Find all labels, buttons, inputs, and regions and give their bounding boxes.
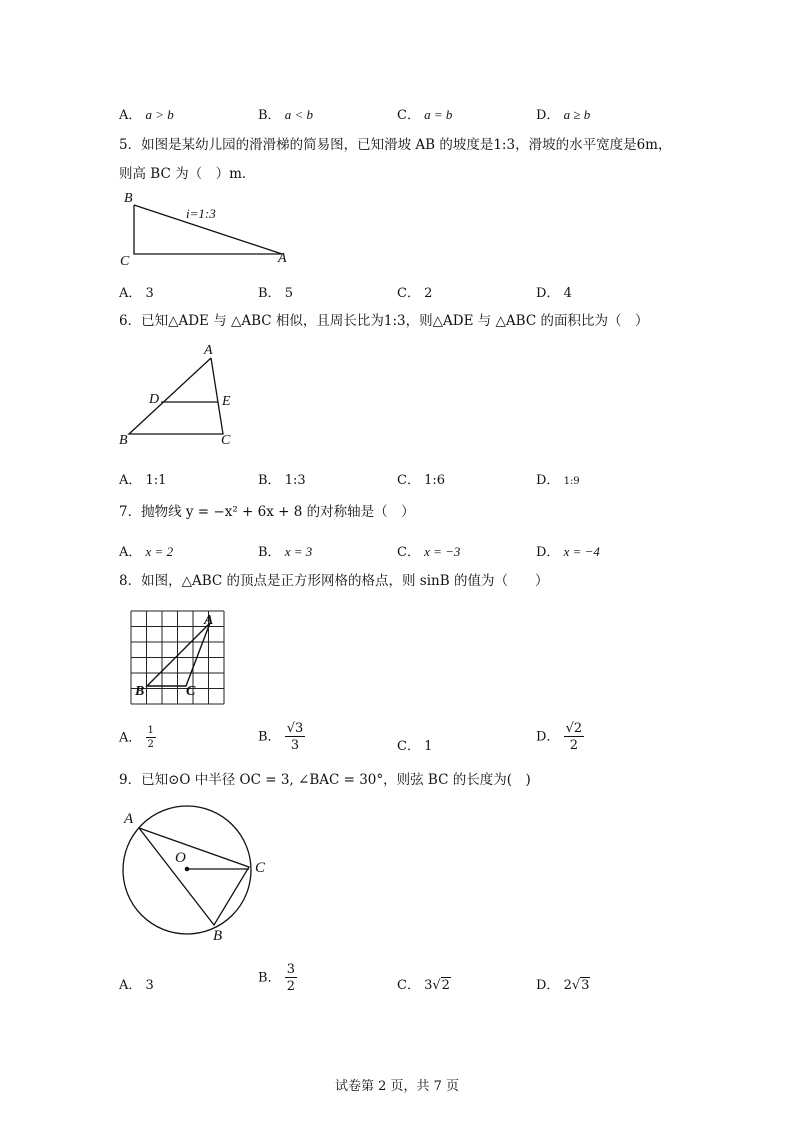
option-fraction [285,963,297,993]
option-letter: B． [258,108,281,123]
option-letter: B． [258,473,281,488]
q9-stem: 9．已知⊙O 中半径 OC = 3, ∠BAC = 30°，则弦 BC 的长度为( ) [119,772,531,788]
fraction-denominator: 2 [569,738,578,753]
q9-center-dot [185,867,190,872]
option-letter: B． [258,970,281,986]
option-letter: A． [119,978,142,993]
option-text: 4 [563,286,572,301]
option-letter: D． [536,978,560,993]
fraction-denominator: 2 [286,979,295,994]
q5-label-b: B [124,191,133,206]
option-text: x = −3 [424,544,461,559]
fraction-denominator: 2 [147,739,154,750]
option-letter: A． [119,730,142,746]
option-text: x = 2 [145,544,174,559]
option-text: 1:3 [284,473,306,488]
option-text: x = 3 [284,544,313,559]
q5-label-a: A [278,251,287,266]
option-text: x = −4 [563,544,600,559]
option-letter: D． [536,729,560,745]
q8-label-b: B [135,684,145,699]
q8-label-a: A [204,613,214,628]
fraction-numerator: 3 [286,962,295,977]
radicand: 3 [581,978,590,993]
option-text: 1:9 [563,476,580,487]
option-text: 1:6 [424,473,446,488]
radical-coefficient: 2 [563,978,572,993]
q7-stem: 7．抛物线 y = −x² + 6x + 8 的对称轴是（ ） [119,504,415,520]
q9-label-b: B [213,928,223,944]
radical-coefficient: 3 [424,978,433,993]
option-text: 1 [424,739,433,754]
option-text: a > b [145,107,174,122]
option-letter: D． [536,108,560,123]
sqrt-sign: √ [432,978,441,993]
option-text: 3 [145,286,154,301]
q6-label-e: E [222,394,231,409]
option-letter: C． [397,739,420,754]
q6-stem: 6．已知△ADE 与 △ABC 相似，且周长比为1:3，则△ADE 与 △ABC 的面积比为（ ） [119,313,649,329]
q9-option-c[interactable] [397,974,451,993]
q9-option-b[interactable] [258,963,297,993]
q9-label-c: C [255,860,266,876]
q6-label-d: D [149,392,160,407]
fraction-numerator: √2 [565,721,583,736]
option-text: 1:1 [145,473,167,488]
q5-label-c: C [120,254,130,269]
fraction-numerator: 1 [147,725,154,736]
q5-slope-label: i=1:3 [186,206,216,221]
option-letter: C． [397,978,420,993]
option-letter: B． [258,286,281,301]
option-letter: D． [536,286,560,301]
option-letter: C． [397,473,420,488]
q6-label-a: A [204,343,213,358]
q6-label-c: C [221,433,231,448]
option-letter: A． [119,545,142,560]
option-letter: C． [397,108,420,123]
q9-label-a: A [124,811,134,827]
radicand: 2 [441,978,450,993]
q6-label-b: B [119,433,128,448]
fraction-denominator: 3 [290,738,300,753]
option-letter: B． [258,729,281,745]
option-text: 3 [145,978,154,993]
option-letter: C． [397,545,420,560]
option-text: a < b [284,107,313,122]
q9-triangle-abc [139,828,249,925]
option-text: 5 [284,286,293,301]
q5-stem-line1: 5．如图是某幼儿园的滑滑梯的简易图，已知滑坡 AB 的坡度是1:3，滑坡的水平宽度是6m， [119,137,672,153]
fraction-numerator: √3 [286,721,304,736]
option-text: 2 [424,286,433,301]
option-letter: C． [397,286,420,301]
option-text: a = b [424,107,453,122]
q9-label-o: O [175,850,186,866]
option-letter: D． [536,545,560,560]
option-letter: B． [258,545,281,560]
option-letter: A． [119,473,142,488]
option-letter: A． [119,286,142,301]
option-letter: A． [119,108,142,123]
q5-stem-line2: 则高 BC 为（ ）m． [119,166,256,182]
q8-label-c: C [186,684,196,699]
option-text: a ≥ b [563,107,591,122]
q8-stem: 8．如图，△ABC 的顶点是正方形网格的格点，则 sinB 的值为（ ） [119,573,549,589]
option-letter: D． [536,473,560,488]
page-footer: 试卷第 2 页，共 7 页 [334,1079,460,1094]
q9-option-a[interactable] [119,974,154,993]
sqrt-sign: √ [571,978,581,993]
q9-option-d[interactable] [536,974,590,993]
